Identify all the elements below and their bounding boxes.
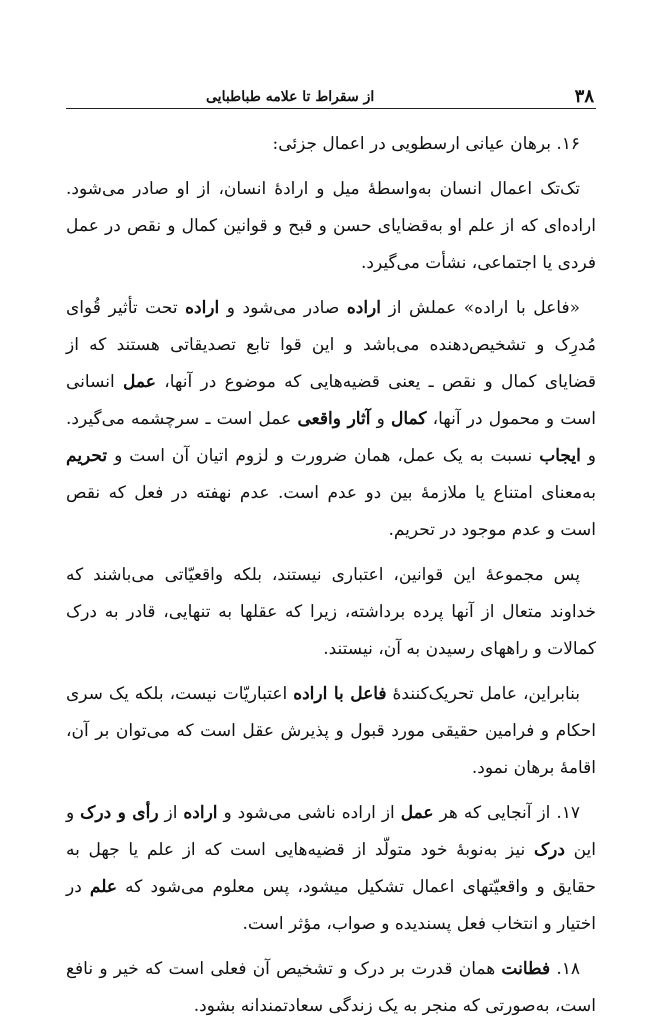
text-run: ۱۸. — [550, 959, 580, 979]
text-run: صادر می‌شود و — [219, 298, 347, 318]
text-run: انسانی است و محمول در آنها، — [66, 372, 596, 429]
text-run: بنابراین، عامل تحریک‌کنندهٔ — [386, 684, 580, 704]
text-run: و این — [66, 803, 596, 860]
paragraph — [66, 126, 596, 163]
bold-term: علم — [89, 877, 117, 897]
paragraph — [66, 557, 596, 668]
bold-term: کمال — [391, 409, 427, 429]
paragraph — [66, 290, 596, 549]
text-run: در اختیار و انتخاب فعل پسندیده و صواب، مؤثر است. — [66, 877, 596, 934]
text-run: تحت تأثیر قُوای مُدرِک و تشخیص‌دهنده می‌باشد و این قوا تابع تصدیقاتی هستند که از قضایای کمال و نقص ـ یعنی قضیه‌هایی که موضوع در آنها، — [66, 298, 597, 392]
text-run: به‌معنای امتناع یا ملازمهٔ بین دو عدم است. عدم نهفته در فعل که نقص است و عدم موجود در تحریم. — [66, 483, 596, 540]
text-run: عمل است ـ سرچشمه می‌گیرد. و — [66, 409, 596, 466]
text-run: ۱۶. برهان عیانی ارسطویی در اعمال جزئی: — [272, 134, 580, 154]
text-run: همان قدرت بر درک و تشخیص آن فعلی است که خیر و نافع است، به‌صورتی که منجر به یک زندگی سعادتمندانه بشود. — [66, 959, 596, 1016]
bold-term: عمل — [400, 803, 434, 823]
bold-term: عمل — [123, 372, 156, 392]
paragraph — [66, 171, 596, 282]
bold-term: فاعل با اراده — [293, 684, 387, 704]
text-run: تک‌تک اعمال انسان به‌واسطهٔ میل و ارادهٔ انسان، از او صادر می‌شود. اراده‌ای که از علم او به‌قضایای حسن و قبح و قوانین کمال و نقص در عمل فردی یا اجتماعی، نشأت می‌گیرد. — [66, 179, 596, 273]
bold-term: درک — [533, 840, 565, 860]
text-run: نسبت به یک عمل، همان ضرورت و لزوم اتیان آن است و — [107, 446, 540, 466]
body-text — [66, 126, 596, 1033]
text-run: پس مجموعهٔ این قوانین، اعتباری نیستند، بلکه واقعیّاتی می‌باشند که خداوند متعال از آنها پرده برداشته، زیرا که عقلها به تنهایی، قادر به درک کمالات و راههای رسیدن به آن، نیستند. — [66, 565, 596, 659]
running-title: از سقراط تا علامه طباطبایی — [206, 89, 375, 105]
text-run: از — [158, 803, 184, 823]
bold-term: ایجاب — [539, 446, 581, 466]
page-header — [66, 82, 596, 109]
text-run: از اراده ناشی می‌شود و — [217, 803, 401, 823]
bold-term: اراده — [346, 298, 381, 318]
page-number: ۳۸ — [574, 86, 594, 107]
bold-term: فطانت — [501, 959, 551, 979]
bold-term: آثار واقعی — [297, 409, 371, 429]
paragraph — [66, 676, 596, 787]
bold-term: تحریم — [66, 446, 108, 466]
text-run: «فاعل با اراده» عملش از — [380, 298, 581, 318]
text-run: نیز به‌نوبهٔ خود متولّد از قضیه‌هایی است که از علم یا جهل به حقایق و واقعیّتهای اعمال تشکیل میشود، پس معلوم می‌شود که — [66, 840, 596, 897]
bold-term: اراده — [183, 803, 218, 823]
bold-term: رأی و درک — [80, 803, 159, 823]
bold-term: اراده — [185, 298, 220, 318]
text-run: و — [370, 409, 391, 429]
text-run: ۱۷. از آنجایی که هر — [433, 803, 580, 823]
text-run: اعتباریّات نیست، بلکه یک سری احکام و فرامین حقیقی مورد قبول و پذیرش عقل است که می‌توان بر آن، اقامهٔ برهان نمود. — [66, 684, 596, 778]
paragraph — [66, 795, 596, 943]
paragraph — [66, 951, 596, 1025]
